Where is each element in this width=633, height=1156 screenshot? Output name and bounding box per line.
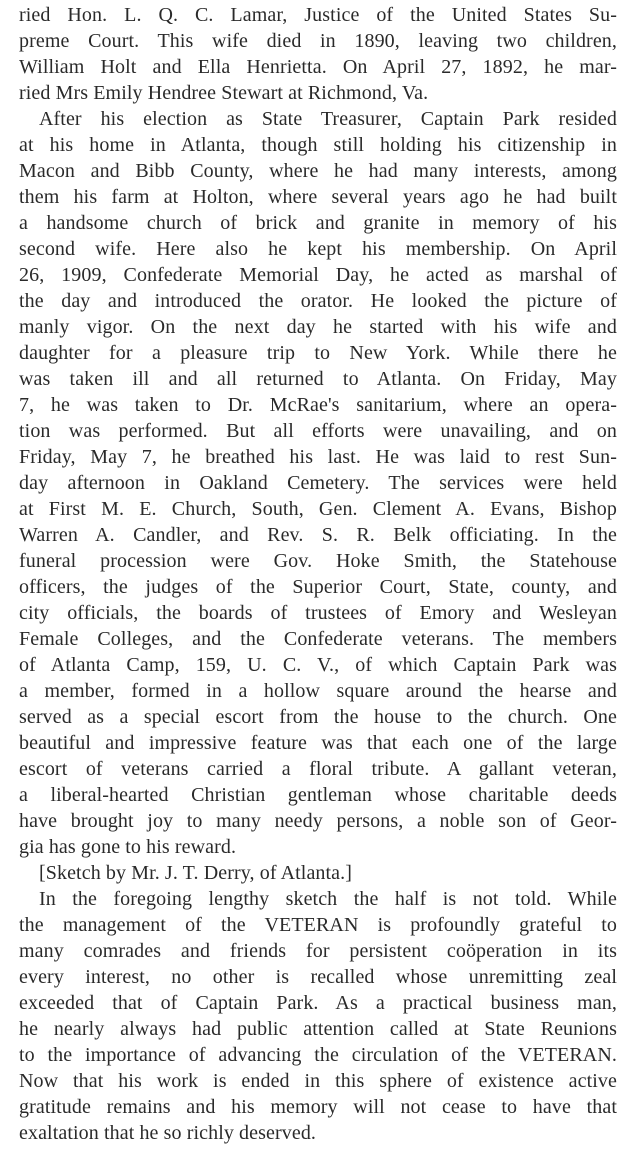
- text-line: gratitude remains and his memory will not cease to have that: [19, 1096, 617, 1118]
- text-line: at his home in Atlanta, though still holding his citizenship in: [19, 134, 617, 156]
- text-line: the day and introduced the orator. He looked the picture of: [19, 290, 617, 312]
- text-line: Now that his work is ended in this sphere of existence active: [19, 1070, 617, 1092]
- text-line: to the importance of advancing the circulation of the VETERAN.: [19, 1044, 617, 1066]
- paragraph-3-attribution: [19, 860, 617, 886]
- sketch-attribution: [Sketch by Mr. J. T. Derry, of Atlanta.]: [39, 862, 353, 884]
- text-line: ried Mrs Emily Hendree Stewart at Richmond, Va.: [19, 82, 429, 104]
- text-line: the management of the VETERAN is profoundly grateful to: [19, 914, 617, 936]
- text-line: funeral procession were Gov. Hoke Smith, the Statehouse: [19, 550, 617, 572]
- text-line: 26, 1909, Confederate Memorial Day, he acted as marshal of: [19, 264, 617, 286]
- text-line: a liberal-hearted Christian gentleman whose charitable deeds: [19, 784, 617, 806]
- text-column: [19, 2, 617, 1146]
- text-line: tion was performed. But all efforts were unavailing, and on: [19, 420, 617, 442]
- text-line: After his election as State Treasurer, Captain Park resided: [39, 108, 617, 130]
- text-line: many comrades and friends for persistent coöperation in its: [19, 940, 617, 962]
- paragraph-1: [19, 2, 617, 106]
- text-line: manly vigor. On the next day he started with his wife and: [19, 316, 617, 338]
- paragraph-4: [19, 886, 617, 1146]
- text-line: exaltation that he so richly deserved.: [19, 1122, 317, 1144]
- text-line: Macon and Bibb County, where he had many interests, among: [19, 160, 617, 182]
- text-line: have brought joy to many needy persons, a noble son of Geor-: [19, 810, 617, 832]
- text-line: In the foregoing lengthy sketch the half is not told. While: [39, 888, 617, 910]
- text-line: he nearly always had public attention called at State Reunions: [19, 1018, 617, 1040]
- text-line: Warren A. Candler, and Rev. S. R. Belk officiating. In the: [19, 524, 617, 546]
- text-line: 7, he was taken to Dr. McRae's sanitarium, where an opera-: [19, 394, 617, 416]
- text-line: at First M. E. Church, South, Gen. Clement A. Evans, Bishop: [19, 498, 617, 520]
- text-line: escort of veterans carried a floral tribute. A gallant veteran,: [19, 758, 617, 780]
- text-line: was taken ill and all returned to Atlanta. On Friday, May: [19, 368, 617, 390]
- text-line: day afternoon in Oakland Cemetery. The services were held: [19, 472, 617, 494]
- text-line: exceeded that of Captain Park. As a practical business man,: [19, 992, 617, 1014]
- text-line: beautiful and impressive feature was that each one of the large: [19, 732, 617, 754]
- text-line: second wife. Here also he kept his membership. On April: [19, 238, 617, 260]
- text-line: a handsome church of brick and granite in memory of his: [19, 212, 617, 234]
- text-line: served as a special escort from the house to the church. One: [19, 706, 617, 728]
- text-line: Friday, May 7, he breathed his last. He was laid to rest Sun-: [19, 446, 617, 468]
- text-line: William Holt and Ella Henrietta. On April 27, 1892, he mar-: [19, 56, 617, 78]
- text-line: city officials, the boards of trustees of Emory and Wesleyan: [19, 602, 617, 624]
- text-line: a member, formed in a hollow square around the hearse and: [19, 680, 617, 702]
- text-line: every interest, no other is recalled whose unremitting zeal: [19, 966, 617, 988]
- text-line: them his farm at Holton, where several years ago he had built: [19, 186, 617, 208]
- text-line: preme Court. This wife died in 1890, leaving two children,: [19, 30, 617, 52]
- paragraph-2: [19, 106, 617, 860]
- text-line: ried Hon. L. Q. C. Lamar, Justice of the United States Su-: [19, 4, 617, 26]
- text-line: Female Colleges, and the Confederate veterans. The members: [19, 628, 617, 650]
- text-line: of Atlanta Camp, 159, U. C. V., of which Captain Park was: [19, 654, 617, 676]
- text-line: officers, the judges of the Superior Court, State, county, and: [19, 576, 617, 598]
- text-line: daughter for a pleasure trip to New York. While there he: [19, 342, 617, 364]
- text-line: gia has gone to his reward.: [19, 836, 237, 858]
